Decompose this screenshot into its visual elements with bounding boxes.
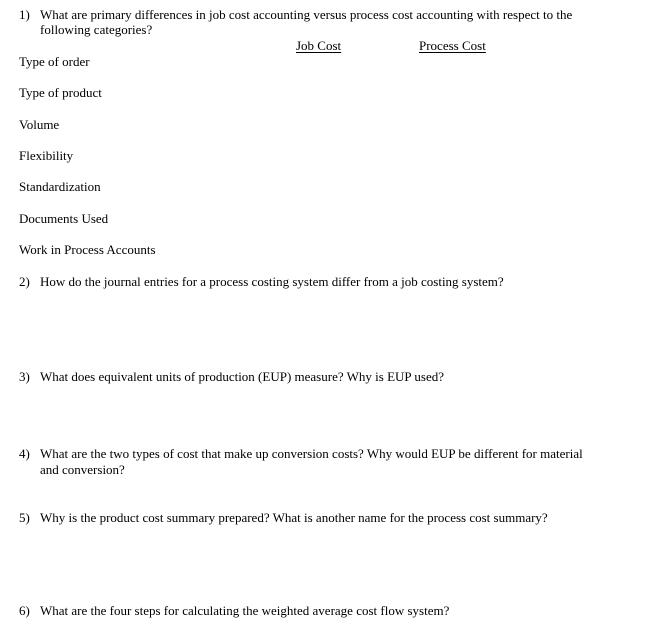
- question-1-text-line-2: following categories?: [40, 22, 153, 37]
- category-work-in-process-accounts: Work in Process Accounts: [19, 242, 156, 257]
- category-volume: Volume: [19, 117, 60, 132]
- question-3-text: What does equivalent units of production (EUP) measure? Why is EUP used?: [40, 369, 444, 384]
- category-standardization: Standardization: [19, 179, 101, 194]
- category-documents-used: Documents Used: [19, 211, 109, 226]
- category-type-of-order: Type of order: [19, 54, 90, 69]
- question-2-number: 2): [19, 274, 30, 289]
- question-4-text-line-2: and conversion?: [40, 462, 125, 477]
- question-6-number: 6): [19, 603, 30, 618]
- question-5-number: 5): [19, 510, 30, 525]
- question-1-number: 1): [19, 7, 30, 22]
- question-4-text-line-1: What are the two types of cost that make up conversion costs? Why would EUP be different for material: [40, 446, 583, 461]
- question-4-number: 4): [19, 446, 30, 461]
- question-1-text-line-1: What are primary differences in job cost accounting versus process cost accounting with respect to the: [40, 7, 573, 22]
- process-cost-column-header: Process Cost: [419, 38, 486, 53]
- question-5-text: Why is the product cost summary prepared? What is another name for the process cost summary?: [40, 510, 548, 525]
- category-flexibility: Flexibility: [19, 148, 74, 163]
- category-type-of-product: Type of product: [19, 85, 102, 100]
- question-2-text: How do the journal entries for a process costing system differ from a job costing system?: [40, 274, 504, 289]
- question-3-number: 3): [19, 369, 30, 384]
- question-6-text: What are the four steps for calculating the weighted average cost flow system?: [40, 603, 450, 618]
- job-cost-column-header: Job Cost: [296, 38, 342, 53]
